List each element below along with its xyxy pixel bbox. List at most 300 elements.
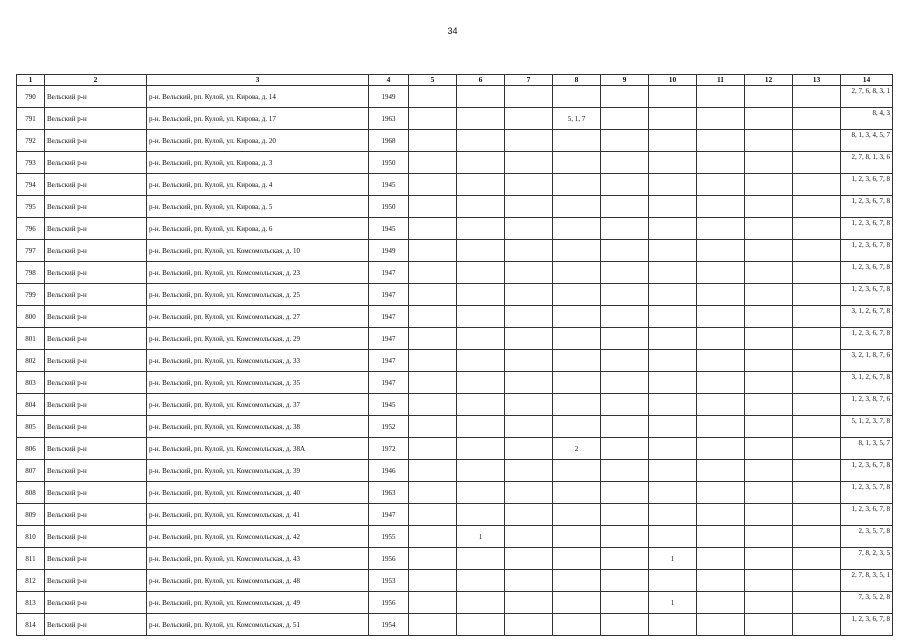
table-row <box>17 218 893 240</box>
col9-cell <box>601 284 649 306</box>
col12-cell <box>745 262 793 284</box>
district-cell: Вельский р-н <box>45 284 147 306</box>
table-row <box>17 372 893 394</box>
row-number-cell: 804 <box>17 394 45 416</box>
col7-cell <box>505 460 553 482</box>
column-header-6: 6 <box>457 75 505 86</box>
col14-cell: 1, 2, 3, 6, 7, 8 <box>841 218 893 240</box>
address-cell: р-н. Вельский, рп. Кулой, ул. Комсомольская, д. 51 <box>147 614 369 636</box>
row-number-cell: 798 <box>17 262 45 284</box>
col7-cell <box>505 196 553 218</box>
col9-cell <box>601 196 649 218</box>
year-cell: 1952 <box>369 416 409 438</box>
district-cell: Вельский р-н <box>45 526 147 548</box>
col10-cell <box>649 504 697 526</box>
col10-cell <box>649 108 697 130</box>
col13-cell <box>793 504 841 526</box>
row-number-cell: 799 <box>17 284 45 306</box>
col10-cell <box>649 416 697 438</box>
col14-cell: 3, 2, 1, 8, 7, 6 <box>841 350 893 372</box>
col13-cell <box>793 438 841 460</box>
col5-cell <box>409 196 457 218</box>
col12-cell <box>745 306 793 328</box>
col10-cell <box>649 284 697 306</box>
row-number-cell: 797 <box>17 240 45 262</box>
col8-cell <box>553 86 601 108</box>
column-header-13: 13 <box>793 75 841 86</box>
col12-cell <box>745 130 793 152</box>
district-cell: Вельский р-н <box>45 328 147 350</box>
col7-cell <box>505 86 553 108</box>
col11-cell <box>697 416 745 438</box>
row-number-cell: 802 <box>17 350 45 372</box>
district-cell: Вельский р-н <box>45 482 147 504</box>
col7-cell <box>505 240 553 262</box>
col6-cell: 1 <box>457 526 505 548</box>
col10-cell <box>649 218 697 240</box>
col8-cell <box>553 240 601 262</box>
address-cell: р-н. Вельский, рп. Кулой, ул. Кирова, д. 6 <box>147 218 369 240</box>
col14-cell: 1, 2, 3, 6, 7, 8 <box>841 328 893 350</box>
col9-cell <box>601 614 649 636</box>
col13-cell <box>793 548 841 570</box>
col10-cell <box>649 306 697 328</box>
row-number-cell: 790 <box>17 86 45 108</box>
col9-cell <box>601 460 649 482</box>
col12-cell <box>745 284 793 306</box>
col9-cell <box>601 592 649 614</box>
address-cell: р-н. Вельский, рп. Кулой, ул. Комсомольская, д. 29 <box>147 328 369 350</box>
col6-cell <box>457 328 505 350</box>
col6-cell <box>457 152 505 174</box>
district-cell: Вельский р-н <box>45 174 147 196</box>
year-cell: 1945 <box>369 174 409 196</box>
row-number-cell: 794 <box>17 174 45 196</box>
col13-cell <box>793 328 841 350</box>
col8-cell <box>553 526 601 548</box>
address-cell: р-н. Вельский, рп. Кулой, ул. Кирова, д. 17 <box>147 108 369 130</box>
address-cell: р-н. Вельский, рп. Кулой, ул. Комсомольская, д. 10 <box>147 240 369 262</box>
col10-cell: 1 <box>649 548 697 570</box>
col6-cell <box>457 372 505 394</box>
col13-cell <box>793 284 841 306</box>
col12-cell <box>745 350 793 372</box>
col8-cell <box>553 614 601 636</box>
year-cell: 1947 <box>369 284 409 306</box>
column-header-11: 11 <box>697 75 745 86</box>
col14-cell: 3, 1, 2, 6, 7, 8 <box>841 372 893 394</box>
col14-cell: 2, 7, 8, 1, 3, 6 <box>841 152 893 174</box>
address-cell: р-н. Вельский, рп. Кулой, ул. Комсомольская, д. 40 <box>147 482 369 504</box>
col8-cell <box>553 328 601 350</box>
column-header-9: 9 <box>601 75 649 86</box>
col8-cell <box>553 592 601 614</box>
col6-cell <box>457 504 505 526</box>
col10-cell: 1 <box>649 592 697 614</box>
col9-cell <box>601 218 649 240</box>
col14-cell: 1, 2, 3, 6, 7, 8 <box>841 174 893 196</box>
col13-cell <box>793 350 841 372</box>
table-row <box>17 416 893 438</box>
col9-cell <box>601 416 649 438</box>
col5-cell <box>409 570 457 592</box>
district-cell: Вельский р-н <box>45 592 147 614</box>
column-header-4: 4 <box>369 75 409 86</box>
col8-cell <box>553 262 601 284</box>
col11-cell <box>697 460 745 482</box>
col12-cell <box>745 614 793 636</box>
address-cell: р-н. Вельский, рп. Кулой, ул. Комсомольская, д. 27 <box>147 306 369 328</box>
year-cell: 1947 <box>369 372 409 394</box>
col9-cell <box>601 130 649 152</box>
col6-cell <box>457 438 505 460</box>
address-cell: р-н. Вельский, рп. Кулой, ул. Комсомольская, д. 39 <box>147 460 369 482</box>
col11-cell <box>697 394 745 416</box>
col5-cell <box>409 350 457 372</box>
col11-cell <box>697 86 745 108</box>
table-row <box>17 482 893 504</box>
col9-cell <box>601 152 649 174</box>
row-number-cell: 813 <box>17 592 45 614</box>
col10-cell <box>649 196 697 218</box>
table-row <box>17 614 893 636</box>
address-cell: р-н. Вельский, рп. Кулой, ул. Комсомольская, д. 37 <box>147 394 369 416</box>
col7-cell <box>505 548 553 570</box>
year-cell: 1947 <box>369 328 409 350</box>
col14-cell: 1, 2, 3, 6, 7, 8 <box>841 284 893 306</box>
col12-cell <box>745 328 793 350</box>
col11-cell <box>697 592 745 614</box>
row-number-cell: 803 <box>17 372 45 394</box>
col7-cell <box>505 130 553 152</box>
year-cell: 1968 <box>369 130 409 152</box>
col6-cell <box>457 460 505 482</box>
col8-cell <box>553 548 601 570</box>
col5-cell <box>409 614 457 636</box>
col8-cell: 5, 1, 7 <box>553 108 601 130</box>
col13-cell <box>793 240 841 262</box>
year-cell: 1949 <box>369 240 409 262</box>
col9-cell <box>601 262 649 284</box>
col12-cell <box>745 460 793 482</box>
col6-cell <box>457 350 505 372</box>
col6-cell <box>457 196 505 218</box>
col14-cell: 1, 2, 3, 5, 7, 8 <box>841 482 893 504</box>
col8-cell <box>553 350 601 372</box>
col6-cell <box>457 174 505 196</box>
year-cell: 1947 <box>369 306 409 328</box>
col13-cell <box>793 218 841 240</box>
col13-cell <box>793 394 841 416</box>
table-row <box>17 504 893 526</box>
col10-cell <box>649 460 697 482</box>
col12-cell <box>745 416 793 438</box>
col10-cell <box>649 394 697 416</box>
col14-cell: 2, 3, 5, 7, 8 <box>841 526 893 548</box>
col11-cell <box>697 306 745 328</box>
table-row <box>17 284 893 306</box>
col9-cell <box>601 504 649 526</box>
col13-cell <box>793 262 841 284</box>
district-cell: Вельский р-н <box>45 570 147 592</box>
address-cell: р-н. Вельский, рп. Кулой, ул. Комсомольская, д. 25 <box>147 284 369 306</box>
table-row <box>17 130 893 152</box>
year-cell: 1954 <box>369 614 409 636</box>
col14-cell: 1, 2, 3, 8, 7, 6 <box>841 394 893 416</box>
col14-cell: 2, 7, 6, 8, 3, 1 <box>841 86 893 108</box>
col7-cell <box>505 482 553 504</box>
address-cell: р-н. Вельский, рп. Кулой, ул. Кирова, д. 4 <box>147 174 369 196</box>
col7-cell <box>505 438 553 460</box>
col8-cell <box>553 152 601 174</box>
district-cell: Вельский р-н <box>45 394 147 416</box>
col5-cell <box>409 152 457 174</box>
col10-cell <box>649 526 697 548</box>
year-cell: 1956 <box>369 592 409 614</box>
table-row <box>17 350 893 372</box>
col8-cell <box>553 196 601 218</box>
col11-cell <box>697 614 745 636</box>
col11-cell <box>697 350 745 372</box>
column-header-1: 1 <box>17 75 45 86</box>
col14-cell: 7, 8, 2, 3, 5 <box>841 548 893 570</box>
table-row <box>17 548 893 570</box>
col11-cell <box>697 504 745 526</box>
table-row <box>17 592 893 614</box>
row-number-cell: 795 <box>17 196 45 218</box>
col9-cell <box>601 108 649 130</box>
col11-cell <box>697 482 745 504</box>
district-cell: Вельский р-н <box>45 416 147 438</box>
col14-cell: 8, 1, 3, 5, 7 <box>841 438 893 460</box>
col6-cell <box>457 614 505 636</box>
col5-cell <box>409 130 457 152</box>
table-body <box>17 86 893 636</box>
district-cell: Вельский р-н <box>45 152 147 174</box>
col7-cell <box>505 108 553 130</box>
col13-cell <box>793 416 841 438</box>
col9-cell <box>601 372 649 394</box>
col11-cell <box>697 262 745 284</box>
col13-cell <box>793 372 841 394</box>
col11-cell <box>697 570 745 592</box>
year-cell: 1963 <box>369 482 409 504</box>
district-cell: Вельский р-н <box>45 306 147 328</box>
col7-cell <box>505 306 553 328</box>
col14-cell: 8, 4, 3 <box>841 108 893 130</box>
column-header-8: 8 <box>553 75 601 86</box>
col10-cell <box>649 262 697 284</box>
col12-cell <box>745 482 793 504</box>
row-number-cell: 807 <box>17 460 45 482</box>
col5-cell <box>409 86 457 108</box>
col13-cell <box>793 592 841 614</box>
col5-cell <box>409 460 457 482</box>
col8-cell <box>553 460 601 482</box>
district-cell: Вельский р-н <box>45 614 147 636</box>
col6-cell <box>457 482 505 504</box>
address-cell: р-н. Вельский, рп. Кулой, ул. Комсомольская, д. 42 <box>147 526 369 548</box>
col8-cell <box>553 174 601 196</box>
column-header-5: 5 <box>409 75 457 86</box>
address-cell: р-н. Вельский, рп. Кулой, ул. Кирова, д. 20 <box>147 130 369 152</box>
col13-cell <box>793 152 841 174</box>
col8-cell <box>553 394 601 416</box>
district-cell: Вельский р-н <box>45 372 147 394</box>
col13-cell <box>793 306 841 328</box>
col10-cell <box>649 614 697 636</box>
col7-cell <box>505 152 553 174</box>
year-cell: 1947 <box>369 504 409 526</box>
col13-cell <box>793 174 841 196</box>
table-row <box>17 460 893 482</box>
column-header-2: 2 <box>45 75 147 86</box>
row-number-cell: 810 <box>17 526 45 548</box>
col5-cell <box>409 592 457 614</box>
col10-cell <box>649 372 697 394</box>
col9-cell <box>601 86 649 108</box>
district-cell: Вельский р-н <box>45 196 147 218</box>
col13-cell <box>793 614 841 636</box>
address-cell: р-н. Вельский, рп. Кулой, ул. Комсомольская, д. 35 <box>147 372 369 394</box>
col6-cell <box>457 86 505 108</box>
col14-cell: 7, 3, 5, 2, 8 <box>841 592 893 614</box>
col6-cell <box>457 262 505 284</box>
col12-cell <box>745 152 793 174</box>
col14-cell: 2, 7, 8, 3, 5, 1 <box>841 570 893 592</box>
col8-cell <box>553 372 601 394</box>
header-row <box>17 75 893 86</box>
col10-cell <box>649 130 697 152</box>
address-cell: р-н. Вельский, рп. Кулой, ул. Комсомольская, д. 23 <box>147 262 369 284</box>
table-row <box>17 86 893 108</box>
col14-cell: 1, 2, 3, 6, 7, 8 <box>841 504 893 526</box>
col5-cell <box>409 108 457 130</box>
col11-cell <box>697 526 745 548</box>
col10-cell <box>649 86 697 108</box>
col6-cell <box>457 394 505 416</box>
col8-cell <box>553 218 601 240</box>
table-row <box>17 570 893 592</box>
col8-cell <box>553 416 601 438</box>
table-row <box>17 262 893 284</box>
col5-cell <box>409 548 457 570</box>
address-cell: р-н. Вельский, рп. Кулой, ул. Комсомольская, д. 38 <box>147 416 369 438</box>
table-row <box>17 306 893 328</box>
col8-cell <box>553 504 601 526</box>
col7-cell <box>505 262 553 284</box>
col11-cell <box>697 152 745 174</box>
table-row <box>17 438 893 460</box>
district-cell: Вельский р-н <box>45 460 147 482</box>
col10-cell <box>649 482 697 504</box>
col9-cell <box>601 548 649 570</box>
col5-cell <box>409 504 457 526</box>
col14-cell: 1, 2, 3, 6, 7, 8 <box>841 240 893 262</box>
col13-cell <box>793 570 841 592</box>
year-cell: 1945 <box>369 394 409 416</box>
row-number-cell: 806 <box>17 438 45 460</box>
district-cell: Вельский р-н <box>45 262 147 284</box>
col12-cell <box>745 592 793 614</box>
year-cell: 1949 <box>369 86 409 108</box>
year-cell: 1963 <box>369 108 409 130</box>
col9-cell <box>601 526 649 548</box>
col10-cell <box>649 350 697 372</box>
col7-cell <box>505 350 553 372</box>
col6-cell <box>457 284 505 306</box>
col9-cell <box>601 174 649 196</box>
year-cell: 1972 <box>369 438 409 460</box>
district-cell: Вельский р-н <box>45 108 147 130</box>
col7-cell <box>505 592 553 614</box>
table-row <box>17 174 893 196</box>
col6-cell <box>457 548 505 570</box>
district-cell: Вельский р-н <box>45 86 147 108</box>
col6-cell <box>457 570 505 592</box>
col9-cell <box>601 306 649 328</box>
col10-cell <box>649 570 697 592</box>
col5-cell <box>409 482 457 504</box>
column-header-7: 7 <box>505 75 553 86</box>
district-cell: Вельский р-н <box>45 218 147 240</box>
col11-cell <box>697 108 745 130</box>
col5-cell <box>409 372 457 394</box>
col14-cell: 1, 2, 3, 6, 7, 8 <box>841 262 893 284</box>
address-cell: р-н. Вельский, рп. Кулой, ул. Комсомольская, д. 33 <box>147 350 369 372</box>
col7-cell <box>505 218 553 240</box>
address-cell: р-н. Вельский, рп. Кулой, ул. Кирова, д. 14 <box>147 86 369 108</box>
col7-cell <box>505 284 553 306</box>
district-cell: Вельский р-н <box>45 548 147 570</box>
col11-cell <box>697 284 745 306</box>
col7-cell <box>505 614 553 636</box>
col12-cell <box>745 240 793 262</box>
col12-cell <box>745 438 793 460</box>
col11-cell <box>697 130 745 152</box>
table-row <box>17 196 893 218</box>
col5-cell <box>409 394 457 416</box>
table-row <box>17 394 893 416</box>
col5-cell <box>409 306 457 328</box>
col11-cell <box>697 328 745 350</box>
column-header-10: 10 <box>649 75 697 86</box>
col5-cell <box>409 328 457 350</box>
col7-cell <box>505 394 553 416</box>
col5-cell <box>409 416 457 438</box>
col10-cell <box>649 240 697 262</box>
col8-cell <box>553 482 601 504</box>
col12-cell <box>745 372 793 394</box>
col13-cell <box>793 108 841 130</box>
row-number-cell: 801 <box>17 328 45 350</box>
col11-cell <box>697 174 745 196</box>
col8-cell <box>553 306 601 328</box>
col7-cell <box>505 174 553 196</box>
col14-cell: 1, 2, 3, 6, 7, 8 <box>841 460 893 482</box>
col12-cell <box>745 394 793 416</box>
district-cell: Вельский р-н <box>45 350 147 372</box>
col7-cell <box>505 526 553 548</box>
address-cell: р-н. Вельский, рп. Кулой, ул. Комсомольская, д. 43 <box>147 548 369 570</box>
col13-cell <box>793 130 841 152</box>
col8-cell <box>553 130 601 152</box>
col14-cell: 3, 1, 2, 6, 7, 8 <box>841 306 893 328</box>
col11-cell <box>697 240 745 262</box>
col10-cell <box>649 174 697 196</box>
row-number-cell: 796 <box>17 218 45 240</box>
row-number-cell: 814 <box>17 614 45 636</box>
